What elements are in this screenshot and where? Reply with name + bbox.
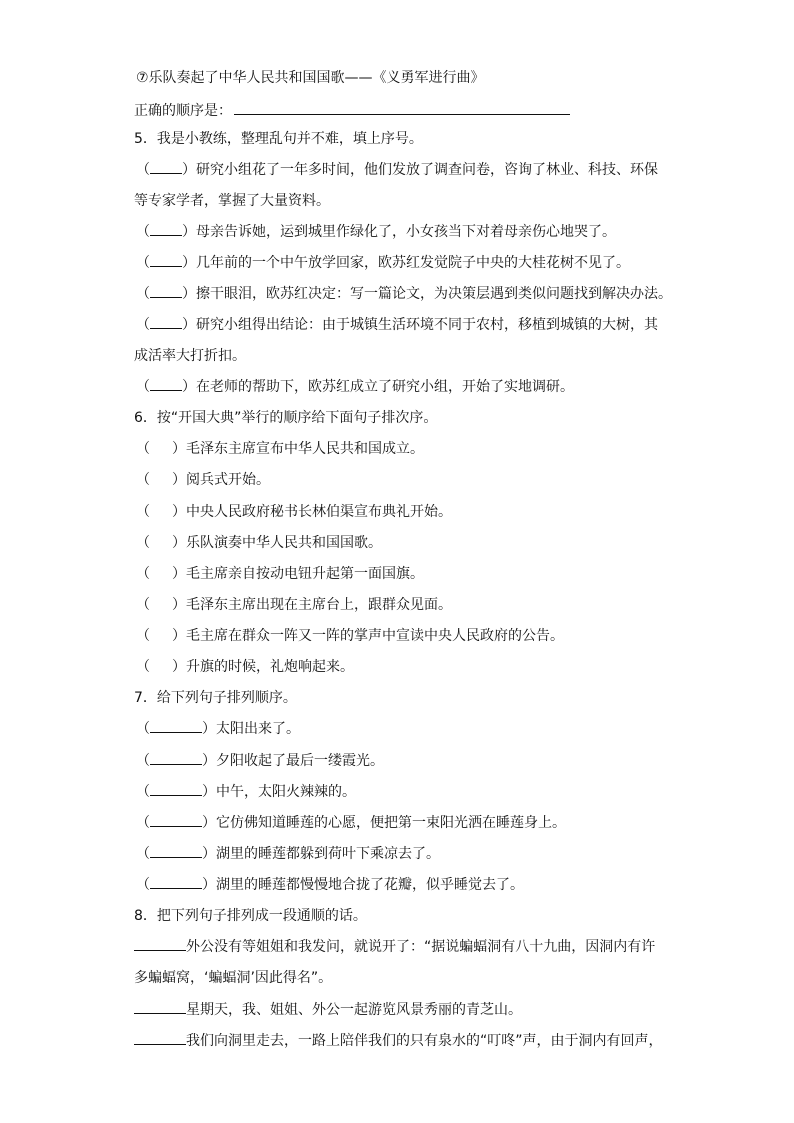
q7-item: （ ）太阳出来了。 [136, 721, 300, 737]
q6-item: （ ）阅兵式开始。 [136, 472, 270, 488]
question-8-title: 8．把下列句子排列成一段通顺的话。 [134, 908, 367, 924]
order-blank[interactable] [150, 223, 182, 236]
q7-item: （ ）湖里的睡莲都慢慢地合拢了花瓣，似乎睡觉去了。 [136, 877, 524, 893]
q8-item: 我们向洞里走去，一路上陪伴我们的只有泉水的“叮咚”声，由于洞内有回声， [134, 1032, 663, 1050]
q6-item: （ ）乐队演奏中华人民共和国国歌。 [136, 535, 382, 551]
q6-item: （ ）毛泽东主席宣布中华人民共和国成立。 [136, 441, 424, 457]
q5-item: （ ）研究小组花了一年多时间，他们发放了调查问卷，咨询了林业、科技、环保 [136, 162, 658, 178]
q6-item: （ ）毛主席亲自按动电钮升起第一面国旗。 [136, 566, 424, 582]
order-blank[interactable] [150, 752, 202, 765]
order-blank[interactable] [150, 814, 202, 827]
q5-item: （ ）研究小组得出结论：由于城镇生活环境不同于农村，移植到城镇的大树，其 [136, 317, 658, 333]
q8-item: 外公没有等姐姐和我发问，就说开了：“据说蝙蝠洞有八十九曲，因洞内有许 [134, 938, 655, 956]
q7-item: （ ）夕阳收起了最后一缕霞光。 [136, 753, 384, 769]
order-blank[interactable] [150, 285, 182, 298]
order-blank[interactable] [150, 845, 202, 858]
q6-item: （ ）中央人民政府秘书长林伯渠宣布典礼开始。 [136, 504, 452, 520]
q5-continuation: 等专家学者，掌握了大量资料。 [134, 193, 330, 209]
q7-item: （ ）湖里的睡莲都躲到荷叶下乘凉去了。 [136, 846, 440, 862]
q5-item: （ ）几年前的一个中午放学回家，欧苏红发觉院子中央的大桂花树不见了。 [136, 255, 630, 271]
order-blank[interactable] [150, 720, 202, 733]
order-blank[interactable] [150, 876, 202, 889]
answer-label: 正确的顺序是： [134, 103, 232, 119]
order-blank[interactable] [150, 161, 182, 174]
q5-continuation: 成活率大打折扣。 [134, 348, 246, 364]
q5-item: （ ）母亲告诉她，运到城里作绿化了，小女孩当下对着母亲伤心地哭了。 [136, 224, 616, 240]
question-5-title: 5．我是小教练，整理乱句并不难，填上序号。 [134, 131, 423, 147]
question-7-title: 7．给下列句子排列顺序。 [134, 690, 297, 706]
answer-line [134, 100, 570, 120]
order-blank[interactable] [150, 783, 202, 796]
order-blank[interactable] [134, 938, 186, 951]
order-blank[interactable] [150, 254, 182, 267]
q6-item: （ ）毛主席在群众一阵又一阵的掌声中宣读中央人民政府的公告。 [136, 628, 564, 644]
order-blank[interactable] [150, 316, 182, 329]
question-6-title: 6．按“开国大典”举行的顺序给下面句子排次序。 [134, 410, 438, 426]
q8-item: 星期天，我、姐姐、外公一起游览风景秀丽的青芝山。 [134, 1001, 522, 1019]
q6-item: （ ）毛泽东主席出现在主席台上，跟群众见面。 [136, 597, 452, 613]
q5-item: （ ）在老师的帮助下，欧苏红成立了研究小组，开始了实地调研。 [136, 379, 574, 395]
q7-item: （ ）中午，太阳火辣辣的。 [136, 784, 356, 800]
q6-item: （ ）升旗的时候，礼炮响起来。 [136, 659, 354, 675]
q5-item: （ ）擦干眼泪，欧苏红决定：写一篇论文，为决策层遇到类似问题找到解决办法。 [136, 286, 672, 302]
q8-continuation: 多蝙蝠窝，‘蝙蝠洞’因此得名”。 [134, 970, 333, 986]
anthem-step: ⑦乐队奏起了中华人民共和国国歌——《义勇军进行曲》 [136, 70, 485, 86]
q7-item: （ ）它仿佛知道睡莲的心愿，便把第一束阳光洒在睡莲身上。 [136, 815, 566, 831]
answer-blank[interactable] [234, 100, 570, 115]
order-blank[interactable] [150, 378, 182, 391]
order-blank[interactable] [134, 1032, 186, 1045]
order-blank[interactable] [134, 1001, 186, 1014]
